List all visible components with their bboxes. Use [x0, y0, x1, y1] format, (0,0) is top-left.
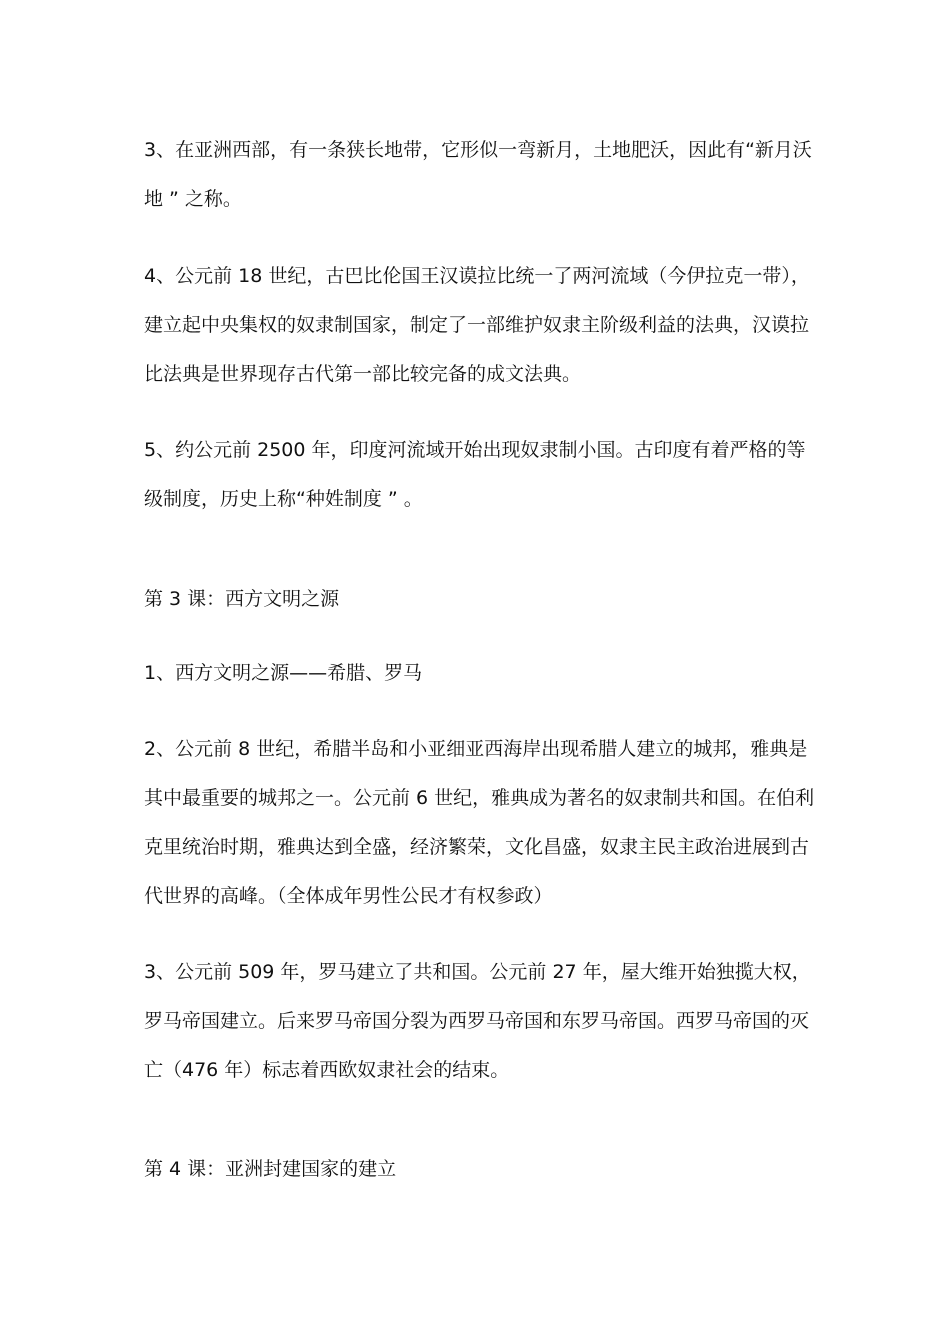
lesson-4-heading: 第 4 课：亚洲封建国家的建立	[144, 1158, 397, 1180]
lesson-3-heading: 第 3 课：西方文明之源	[144, 588, 340, 610]
paragraph-india-caste: 5、约公元前 2500 年，印度河流域开始出现奴隶制小国。古印度有着严格的等级制度，历史上称“种姓制度 ” 。	[144, 439, 806, 510]
paragraph-hammurabi: 4、公元前 18 世纪，古巴比伦国王汉谟拉比统一了两河流域（今伊拉克一带），建立起中央集权的奴隶制国家，制定了一部维护奴隶主阶级利益的法典，汉谟拉比法典是世界现存古代第一部比较完备的成文法典。	[144, 265, 810, 385]
paragraph-rome: 3、公元前 509 年，罗马建立了共和国。公元前 27 年，屋大维开始独揽大权，罗马帝国建立。后来罗马帝国分裂为西罗马帝国和东罗马帝国。西罗马帝国的灭亡（476 年）标志着西欧奴隶社会的结束。	[144, 961, 811, 1081]
paragraph-western-origin: 1、西方文明之源——希腊、罗马	[144, 662, 423, 684]
paragraph-fertile-crescent: 3、在亚洲西部，有一条狭长地带，它形似一弯新月，土地肥沃，因此有“新月沃地 ” 之称。	[144, 139, 812, 210]
paragraph-greece: 2、公元前 8 世纪，希腊半岛和小亚细亚西海岸出现希腊人建立的城邦，雅典是其中最重要的城邦之一。公元前 6 世纪，雅典成为著名的奴隶制共和国。在伯利克里统治时期，雅典达到全盛，经济繁荣，文化昌盛，奴隶主民主政治进展到古代世界的高峰。（全体成年男性公民才有权参政）	[144, 738, 815, 907]
